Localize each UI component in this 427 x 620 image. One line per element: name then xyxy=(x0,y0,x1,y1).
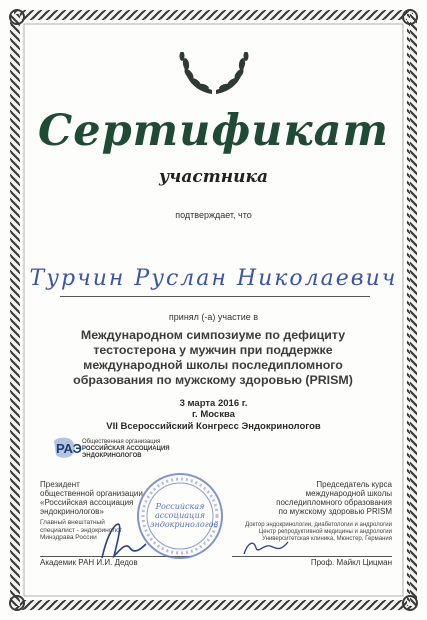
org-line-2: РОССИЙСКАЯ АССОЦИАЦИЯ xyxy=(82,446,170,452)
org-line-1: Общественная организация xyxy=(82,439,161,445)
left-signatory-name: Академик РАН И.И. Дедов xyxy=(40,558,138,567)
participant-name: Турчин Руслан Николаевич xyxy=(29,266,398,291)
left-note-line: Минздрава России xyxy=(40,534,97,541)
stamp-line: Российская xyxy=(155,502,205,511)
right-note-line: Доктор эндокринологии, диабетологии и андрологии xyxy=(245,522,392,528)
congress-name: VII Всероссийский Конгресс Эндокринологов xyxy=(106,421,321,432)
laurel-wreath-icon xyxy=(178,52,250,96)
right-title-line: последипломного образования xyxy=(276,498,392,507)
event-description: Международном симпозиуме по дефициту тестостерона у мужчин при поддержке международной школы последипломного образования по мужскому здоровью (PRISM) xyxy=(73,328,353,387)
right-title-line: Председатель курса xyxy=(316,480,392,489)
organization-block xyxy=(82,439,242,460)
left-note-line: Главный внештатный xyxy=(40,519,105,526)
stamp-line: ассоциация xyxy=(154,511,206,520)
left-title-line: общественной организации xyxy=(40,489,143,498)
stamp-line: эндокринологов xyxy=(150,520,219,529)
rae-logo-text: РАЭ xyxy=(56,441,82,456)
right-note-line: Центр репродуктивной медицины и андрологии xyxy=(258,529,392,535)
right-signatory-title xyxy=(262,480,392,516)
left-title-line: эндокринологов» xyxy=(40,507,104,516)
event-city: г. Москва xyxy=(192,409,235,420)
left-title-line: «Российская ассоциация xyxy=(40,498,134,507)
left-title-line: Президент xyxy=(40,480,80,489)
certificate-subtitle: участника xyxy=(159,167,268,187)
right-title-line: международной школы xyxy=(305,489,392,498)
certificate-title: Сертификат xyxy=(38,106,389,156)
participated-text: принял (-а) участие в xyxy=(168,312,259,322)
right-signatory-name: Проф. Майкл Цицман xyxy=(310,558,392,567)
stamp-text xyxy=(150,502,219,529)
left-note-line: специалист - эндокринолог xyxy=(40,526,123,534)
right-signature-icon xyxy=(240,536,300,558)
right-note-line: Университетская клиника, Мюнстер, Германия xyxy=(262,536,392,542)
name-underline xyxy=(60,296,370,297)
event-date: 3 марта 2016 г. xyxy=(179,398,248,409)
right-title-line: по мужскому здоровью PRISM xyxy=(278,507,392,516)
org-line-3: ЭНДОКРИНОЛОГОВ xyxy=(82,453,142,459)
confirms-text: подтверждает, что xyxy=(175,210,252,220)
